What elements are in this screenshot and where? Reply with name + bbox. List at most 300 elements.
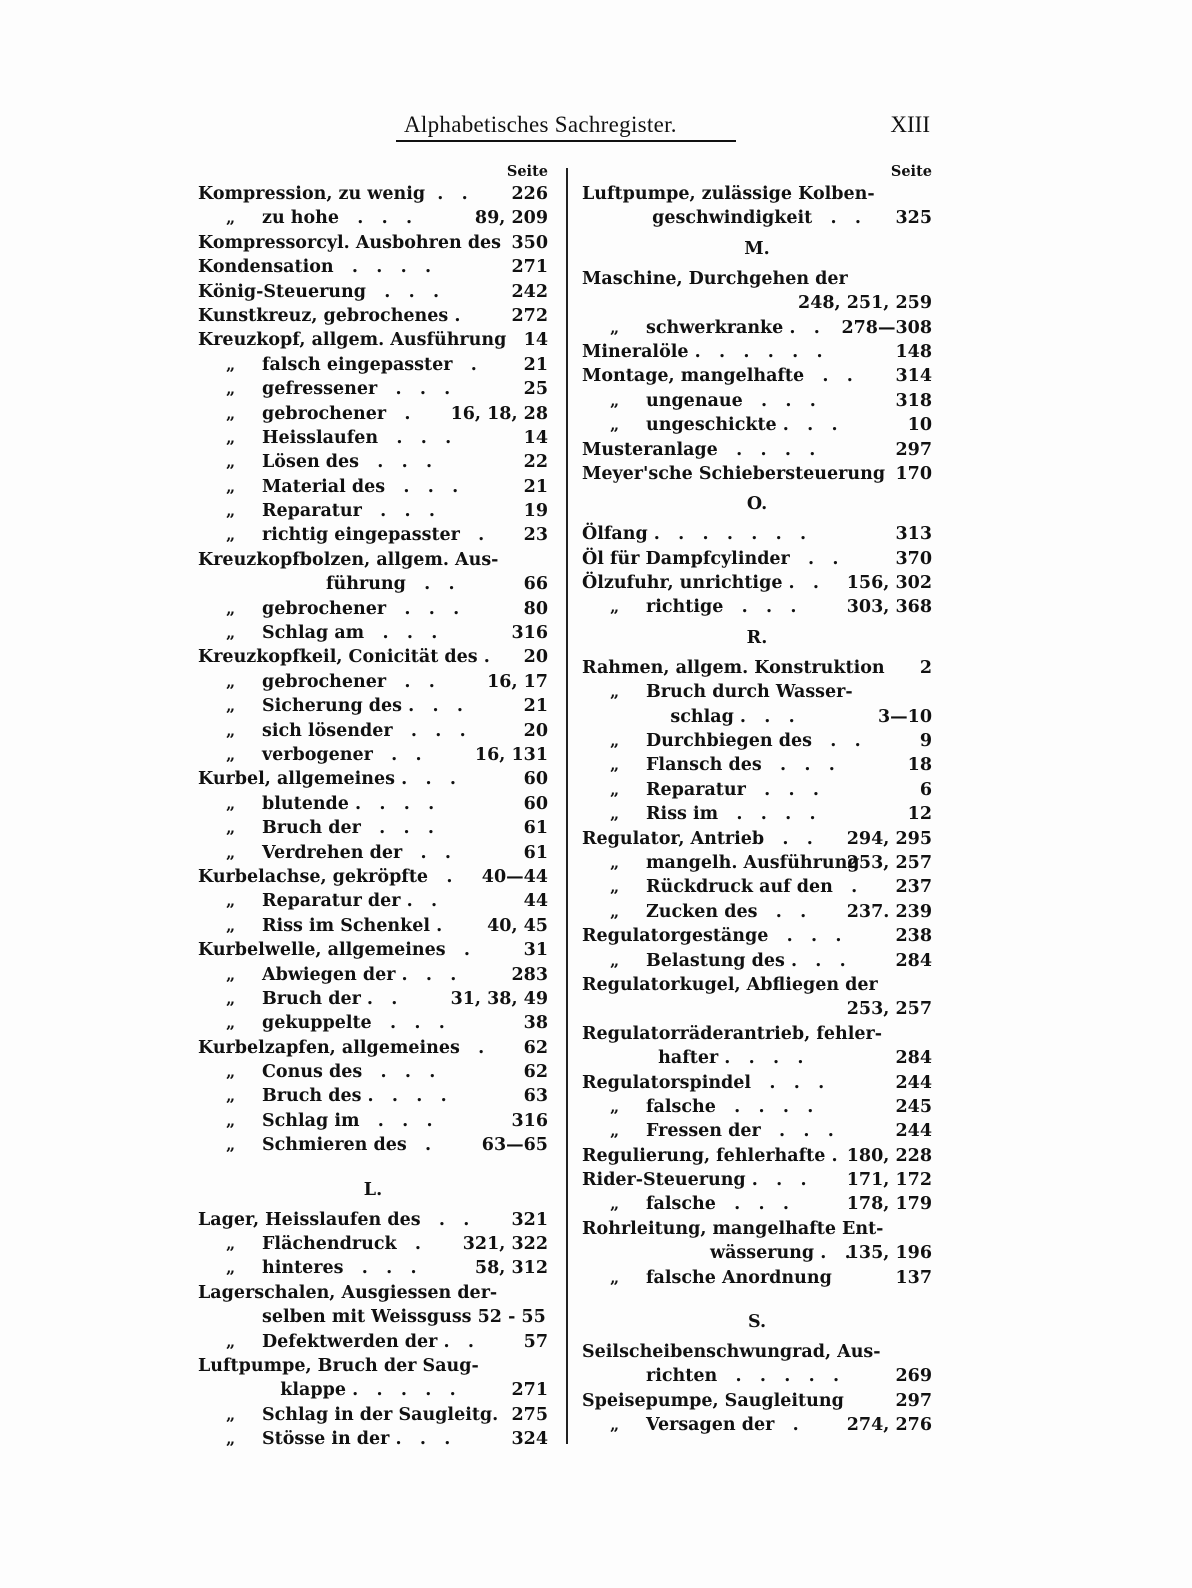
entry-term: Luftpumpe, zulässige Kolben- (582, 184, 875, 204)
index-entry (198, 499, 548, 523)
index-entry (582, 1022, 932, 1046)
ditto-mark: „ (610, 731, 620, 751)
index-entry (582, 875, 932, 899)
index-entry (198, 280, 548, 304)
entry-term: Lösen des . . . (262, 452, 433, 473)
entry-pages: 314 (895, 366, 932, 387)
entry-term: wässerung . . (710, 1243, 851, 1264)
entry-term: ungenaue . . . (646, 390, 816, 411)
ditto-mark: „ (226, 208, 236, 228)
entry-pages: 2 (919, 657, 932, 678)
index-entry (582, 571, 932, 595)
entry-pages: 245 (895, 1096, 932, 1117)
ditto-mark: „ (226, 1062, 236, 1082)
entry-pages: 271 (511, 1380, 548, 1401)
entry-pages: 318 (895, 390, 932, 411)
entry-pages: 156, 302 (846, 573, 932, 594)
entry-pages: 61 (523, 842, 548, 863)
entry-pages: 40, 45 (487, 915, 548, 936)
index-entry (582, 316, 932, 340)
entry-pages: 9 (919, 731, 932, 752)
entry-term: schwerkranke . . (646, 317, 820, 338)
entry-term: sich lösender . . . (262, 720, 466, 741)
entry-term: hafter . . . . (646, 1048, 804, 1069)
index-entry (582, 1364, 932, 1388)
entry-pages: 350 (511, 232, 548, 253)
index-entry (198, 1208, 548, 1232)
index-entry (198, 865, 548, 889)
entry-pages: 297 (895, 439, 932, 460)
index-entry (582, 997, 932, 1021)
index-entry (198, 1084, 548, 1108)
section-letter: O. (746, 494, 768, 515)
entry-term: gefressener . . . (262, 379, 451, 400)
entry-term: Schlag in der Saugleitg. (262, 1404, 499, 1425)
index-entry (198, 353, 548, 377)
ditto-mark: „ (226, 891, 236, 911)
entry-pages: 271 (511, 257, 548, 278)
entry-term: Reparatur . . . (646, 779, 819, 800)
entry-pages: 244 (895, 1072, 932, 1093)
index-entry (198, 450, 548, 474)
index-entry (198, 938, 548, 962)
ditto-mark: „ (610, 1121, 620, 1141)
entry-pages: 274, 276 (846, 1415, 932, 1436)
entry-term: falsche . . . . (646, 1096, 814, 1117)
entry-term: Verdrehen der . . (262, 842, 451, 863)
index-entry (582, 462, 932, 486)
index-entry (582, 389, 932, 413)
entry-term: gekuppelte . . . (262, 1013, 445, 1034)
entry-pages: 242 (511, 281, 548, 302)
entry-term: richtig eingepasster . (262, 525, 485, 546)
page-header (396, 112, 936, 146)
entry-term: geschwindigkeit . . (646, 208, 861, 229)
entry-term: Rider-Steuerung . . . (582, 1170, 807, 1191)
ditto-mark: „ (610, 755, 620, 775)
entry-pages: 325 (895, 208, 932, 229)
entry-term: Stösse in der . . . (262, 1429, 451, 1450)
header-rule (396, 140, 736, 142)
index-entry (198, 1060, 548, 1084)
entry-term: mangelh. Ausführung (646, 852, 860, 873)
index-entry (198, 816, 548, 840)
entry-pages: 80 (523, 598, 548, 619)
entry-term: gebrochener . (262, 403, 411, 424)
index-entry (582, 1389, 932, 1413)
entry-term: Öl für Dampfcylinder . . (582, 548, 839, 569)
entry-term: blutende . . . . (262, 793, 435, 814)
entry-term: Kurbelachse, gekröpfte . (198, 866, 453, 887)
entry-term: verbogener . . (262, 744, 422, 765)
page-number: XIII (890, 112, 930, 137)
index-entry (198, 1305, 548, 1329)
entry-term: Flächendruck . (262, 1234, 421, 1255)
index-entry (198, 1011, 548, 1035)
entry-term: Rückdruck auf den . (646, 877, 858, 898)
index-entry (198, 621, 548, 645)
ditto-mark: „ (610, 1267, 620, 1287)
entry-term: Reparatur der . . (262, 891, 438, 912)
entry-term: Sicherung des . . . (262, 696, 463, 717)
entry-term: Kreuzkopf, allgem. Ausführung (198, 330, 507, 351)
entry-pages: 31, 38, 49 (450, 988, 548, 1009)
index-entry (198, 548, 548, 572)
entry-pages: 12 (907, 804, 932, 825)
ditto-mark: „ (226, 427, 236, 447)
ditto-mark: „ (226, 501, 236, 521)
entry-pages: 62 (523, 1037, 548, 1058)
ditto-mark: „ (226, 379, 236, 399)
index-entry (198, 231, 548, 255)
entry-pages: 370 (895, 548, 932, 569)
index-entry (582, 1071, 932, 1095)
entry-term: Abwiegen der . . . (262, 964, 457, 985)
section-letter: R. (746, 627, 768, 648)
entry-pages: 303, 368 (846, 597, 932, 618)
entry-term: Regulatorspindel . . . (582, 1072, 825, 1093)
ditto-mark: „ (226, 696, 236, 716)
entry-pages: 313 (895, 524, 932, 545)
entry-term: Schlag am . . . (262, 623, 438, 644)
entry-term: Kurbel, allgemeines . . . (198, 769, 456, 790)
entry-pages: 171, 172 (846, 1170, 932, 1191)
entry-pages: 22 (523, 452, 548, 473)
ditto-mark: „ (226, 525, 236, 545)
index-entry (582, 1241, 932, 1265)
ditto-mark: „ (226, 598, 236, 618)
entry-term: Regulatorgestänge . . . (582, 926, 842, 947)
entry-pages: 278—308 (841, 317, 932, 338)
seite-label: Seite (890, 163, 932, 180)
index-entry (198, 767, 548, 791)
index-entry (582, 1168, 932, 1192)
index-entry (582, 656, 932, 680)
entry-pages: 60 (523, 769, 548, 790)
ditto-mark: „ (226, 1086, 236, 1106)
entry-pages: 16, 131 (474, 744, 548, 765)
index-entry (198, 426, 548, 450)
entry-pages: 253, 257 (846, 999, 932, 1020)
ditto-mark: „ (226, 842, 236, 862)
index-entry (198, 304, 548, 328)
entry-term: Regulator, Antrieb . . (582, 828, 813, 849)
ditto-mark: „ (610, 682, 620, 702)
index-entry (582, 267, 932, 291)
index-entry (198, 889, 548, 913)
index-entry (582, 547, 932, 571)
entry-term: falsche . . . (646, 1194, 789, 1215)
section-letter: M. (744, 238, 770, 259)
index-entry (582, 802, 932, 826)
ditto-mark: „ (226, 1404, 236, 1424)
index-entry (582, 182, 932, 206)
ditto-mark: „ (226, 964, 236, 984)
ditto-mark: „ (226, 1429, 236, 1449)
entry-pages: 284 (895, 950, 932, 971)
entry-pages: 283 (511, 964, 548, 985)
entry-term: Schmieren des . (262, 1135, 432, 1156)
entry-pages: 14 (523, 427, 548, 448)
ditto-mark: „ (226, 1135, 236, 1155)
ditto-mark: „ (610, 1096, 620, 1116)
entry-pages: 38 (523, 1013, 548, 1034)
index-entry (198, 694, 548, 718)
index-entry (582, 1119, 932, 1143)
section-letter: L. (363, 1179, 383, 1200)
entry-pages: 16, 17 (487, 671, 548, 692)
entry-term: Flansch des . . . (646, 755, 835, 776)
entry-pages: 244 (895, 1121, 932, 1142)
entry-pages: 20 (523, 720, 548, 741)
entry-term: Kondensation . . . . (198, 257, 432, 278)
ditto-mark: „ (226, 1110, 236, 1130)
index-entry (582, 705, 932, 729)
entry-term: Durchbiegen des . . (646, 731, 861, 752)
entry-pages: 238 (895, 926, 932, 947)
entry-pages: 269 (895, 1366, 932, 1387)
entry-pages: 180, 228 (846, 1145, 932, 1166)
entry-term: Seilscheibenschwungrad, Aus- (582, 1342, 881, 1363)
ditto-mark: „ (610, 804, 620, 824)
index-entry (198, 572, 548, 596)
entry-term: Schlag im . . . (262, 1110, 433, 1131)
entry-pages: 40—44 (481, 866, 548, 887)
entry-pages: 178, 179 (846, 1194, 932, 1215)
entry-term: Regulierung, fehlerhafte . (582, 1145, 838, 1166)
ditto-mark: „ (226, 793, 236, 813)
ditto-mark: „ (610, 597, 620, 617)
index-entry (582, 778, 932, 802)
entry-pages: 284 (895, 1048, 932, 1069)
entry-term: König-Steuerung . . . (198, 281, 440, 302)
entry-term: Lager, Heisslaufen des . . (198, 1209, 470, 1230)
index-entry (582, 291, 932, 315)
entry-pages: 44 (523, 891, 548, 912)
entry-term: führung . . (326, 574, 455, 595)
entry-term: zu hohe . . . (262, 208, 413, 229)
ditto-mark: „ (226, 403, 236, 423)
entry-term: Kreuzkopfbolzen, allgem. Aus- (198, 549, 499, 570)
entry-pages: 237. 239 (846, 901, 932, 922)
entry-term: Musteranlage . . . . (582, 439, 816, 460)
index-entry (582, 1340, 932, 1364)
ditto-mark: „ (610, 901, 620, 921)
entry-pages: 321, 322 (462, 1234, 548, 1255)
entry-pages: 10 (907, 415, 932, 436)
index-entry (582, 1192, 932, 1216)
index-entry (582, 522, 932, 546)
entry-pages: 23 (523, 525, 548, 546)
entry-pages: 21 (523, 696, 548, 717)
index-entry (198, 914, 548, 938)
entry-term: schlag . . . (646, 706, 795, 727)
entry-term: Bruch der . . . (262, 818, 434, 839)
index-entry (582, 340, 932, 364)
entry-term: Rohrleitung, mangelhafte Ent- (582, 1218, 884, 1239)
column-divider (566, 168, 568, 1444)
entry-term: Lagerschalen, Ausgiessen der- (198, 1282, 498, 1303)
index-entry (198, 255, 548, 279)
entry-pages: 14 (523, 330, 548, 351)
entry-pages: 316 (511, 1110, 548, 1131)
entry-pages: 20 (523, 647, 548, 668)
index-entry (198, 523, 548, 547)
spacer (582, 1290, 932, 1304)
entry-term: Kurbelwelle, allgemeines . (198, 940, 470, 961)
entry-pages: 63—65 (481, 1135, 548, 1156)
entry-term: Ölzufuhr, unrichtige . . (582, 573, 820, 594)
index-entry (582, 900, 932, 924)
entry-pages: 3—10 (877, 706, 932, 727)
ditto-mark: „ (226, 452, 236, 472)
index-entry (198, 1256, 548, 1280)
entry-term: Material des . . . (262, 476, 459, 497)
ditto-mark: „ (226, 1234, 236, 1254)
entry-pages: 66 (523, 574, 548, 595)
index-entry (198, 206, 548, 230)
index-entry (582, 851, 932, 875)
index-entry (582, 753, 932, 777)
index-entry (198, 1133, 548, 1157)
entry-term: Defektwerden der . . (262, 1331, 474, 1352)
ditto-mark: „ (226, 818, 236, 838)
index-entry (582, 595, 932, 619)
entry-pages: 62 (523, 1062, 548, 1083)
index-entry (582, 1046, 932, 1070)
index-entry (198, 963, 548, 987)
seite-label: Seite (506, 163, 548, 180)
index-entry (198, 1281, 548, 1305)
entry-pages: 25 (523, 379, 548, 400)
entry-pages: 6 (919, 779, 932, 800)
index-entry (198, 475, 548, 499)
index-entry (198, 182, 548, 206)
entry-term: gebrochener . . . (262, 598, 460, 619)
index-entry (198, 987, 548, 1011)
entry-term: Bruch des . . . . (262, 1086, 447, 1107)
index-entry (198, 841, 548, 865)
index-entry (582, 1144, 932, 1168)
ditto-mark: „ (610, 317, 620, 337)
entry-pages: 170 (895, 463, 932, 484)
entry-term: Fressen der . . . (646, 1121, 834, 1142)
entry-term: hinteres . . . (262, 1258, 417, 1279)
entry-term: Mineralöle . . . . . . (582, 341, 823, 362)
index-entry (198, 645, 548, 669)
entry-term: Kunstkreuz, gebrochenes . (198, 305, 461, 326)
entry-pages: 89, 209 (474, 208, 548, 229)
entry-pages: 321 (511, 1209, 548, 1230)
index-entry (198, 719, 548, 743)
entry-term: richtige . . . (646, 597, 797, 618)
ditto-mark: „ (610, 1415, 620, 1435)
ditto-mark: „ (610, 877, 620, 897)
entry-term: Luftpumpe, Bruch der Saug- (198, 1355, 479, 1376)
ditto-mark: „ (226, 744, 236, 764)
ditto-mark: „ (226, 623, 236, 643)
entry-pages: 31 (523, 940, 548, 961)
index-entry (582, 949, 932, 973)
ditto-mark: „ (226, 1013, 236, 1033)
entry-pages: 63 (523, 1086, 548, 1107)
spacer (198, 1158, 548, 1172)
ditto-mark: „ (226, 671, 236, 691)
index-entry (582, 206, 932, 230)
ditto-mark: „ (610, 390, 620, 410)
ditto-mark: „ (610, 415, 620, 435)
entry-term: Bruch der . . (262, 988, 398, 1009)
entry-term: Speisepumpe, Saugleitung (582, 1390, 844, 1411)
index-entry (582, 680, 932, 704)
section-letter: S. (747, 1312, 767, 1333)
index-entry (582, 827, 932, 851)
index-entry (582, 924, 932, 948)
entry-term: Ölfang . . . . . . . (582, 524, 807, 545)
running-title: Alphabetisches Sachregister. (404, 112, 677, 137)
entry-pages: 294, 295 (846, 828, 932, 849)
entry-term: Riss im Schenkel . (262, 915, 443, 936)
ditto-mark: „ (226, 1258, 236, 1278)
entry-term: Reparatur . . . (262, 501, 435, 522)
entry-pages: 297 (895, 1390, 932, 1411)
entry-pages: 57 (523, 1331, 548, 1352)
entry-pages: 19 (523, 501, 548, 522)
entry-term: Rahmen, allgem. Konstruktion (582, 657, 885, 678)
ditto-mark: „ (226, 1331, 236, 1351)
left-column (198, 162, 548, 1452)
index-entry (198, 792, 548, 816)
index-entry (582, 729, 932, 753)
entry-term: Belastung des . . . (646, 950, 846, 971)
ditto-mark: „ (610, 950, 620, 970)
entry-term: Kompressorcyl. Ausbohren des (198, 232, 502, 253)
index-entry (198, 402, 548, 426)
entry-term: Versagen der . (646, 1415, 799, 1436)
entry-term: selben mit Weissguss 52 - 55 (262, 1307, 546, 1328)
index-entry (198, 1403, 548, 1427)
index-entry (582, 1095, 932, 1119)
index-entry (198, 377, 548, 401)
index-entry (198, 597, 548, 621)
entry-term: Riss im . . . . (646, 804, 816, 825)
entry-term: Bruch durch Wasser- (646, 682, 853, 703)
ditto-mark: „ (226, 354, 236, 374)
index-entry (198, 1354, 548, 1378)
ditto-mark: „ (610, 852, 620, 872)
right-column (582, 162, 932, 1438)
index-entry (582, 413, 932, 437)
ditto-mark: „ (610, 1194, 620, 1214)
ditto-mark: „ (226, 476, 236, 496)
index-entry (582, 1217, 932, 1241)
entry-term: klappe . . . . . (262, 1380, 456, 1401)
entry-pages: 226 (511, 184, 548, 204)
entry-pages: 324 (511, 1429, 548, 1450)
entry-pages: 18 (907, 755, 932, 776)
index-entry (198, 1232, 548, 1256)
index-entry (198, 1330, 548, 1354)
entry-term: gebrochener . . (262, 671, 435, 692)
index-entry (198, 1036, 548, 1060)
entry-term: Kompression, zu wenig . . (198, 184, 468, 204)
ditto-mark: „ (226, 988, 236, 1008)
entry-pages: 61 (523, 818, 548, 839)
entry-pages: 272 (511, 305, 548, 326)
ditto-mark: „ (610, 779, 620, 799)
entry-term: Maschine, Durchgehen der (582, 268, 848, 289)
entry-pages: 21 (523, 476, 548, 497)
